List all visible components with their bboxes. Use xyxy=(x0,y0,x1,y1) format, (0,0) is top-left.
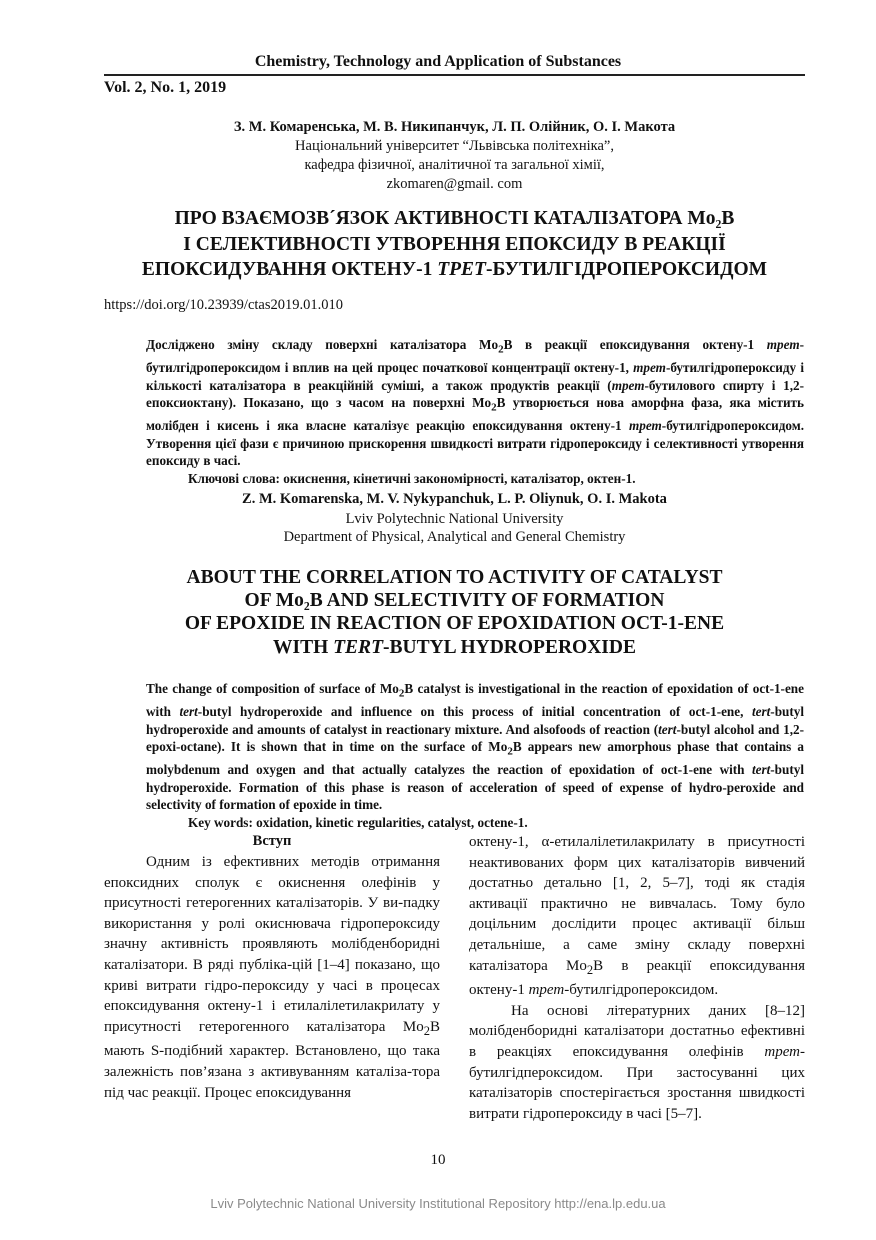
left-column xyxy=(104,852,440,1103)
en-title-line-4-c: -BUTYL HYDROPEROXIDE xyxy=(382,637,636,658)
en-title-line-4 xyxy=(104,637,805,659)
right-paragraph-2: На основі літературних даних [8–12] молібденборидні каталізатори достатньо ефективні в реакціях епоксидування олефінів трет-бутилгідпероксидом. При застосуванні цих каталізаторів спостерігається зростання швидкості витрати гідропероксиду в часі [5–7]. xyxy=(469,1002,805,1122)
section-title: Вступ xyxy=(252,833,292,849)
ua-title-line-2: І СЕЛЕКТИВНОСТІ УТВОРЕННЯ ЕПОКСИДУ В РЕАКЦІЇ xyxy=(183,234,726,255)
ua-affiliation-university: Національний університет “Львівська політехніка”, xyxy=(295,138,614,154)
volume-info: Vol. 2, No. 1, 2019 xyxy=(104,79,227,96)
en-abstract xyxy=(146,680,804,831)
header-rule xyxy=(104,74,805,76)
en-affiliation-university: Lviv Polytechnic National University xyxy=(345,511,564,527)
en-title-line-3: OF EPOXIDE IN REACTION OF EPOXIDATION OCT-1-ENE xyxy=(184,613,725,634)
right-paragraph-1: октену-1, α-етилалілетилакрилату в присутності неактивованих форм цих каталізаторів вивчений достатньо детально [1, 2, 5–7], тоді як стадія активації практично не вивчалась. Тому було доцільним дослідити процес активації більш детальніше, а саме зміну складу поверхні каталізатора $Mo_2B$ в реакції епоксидування октену-1 трет-бутилгідропероксидом. xyxy=(469,834,805,999)
page-number: 10 xyxy=(430,1152,446,1168)
right-column xyxy=(469,832,805,1124)
en-title-line-4-a: WITH xyxy=(273,637,334,658)
journal-title: Chemistry, Technology and Application of Substances xyxy=(254,53,622,70)
ua-abstract-text: Досліджено зміну складу поверхні каталізатора $Mo_2B$ в реакції епоксидування октену-1 трет-бутилгідропероксидом і вплив на цей процес початкової концентрації октену-1, трет-бутилгідропероксиду і кількості каталізатора в реакційній суміші, а також продуктів реакції (трет-бутилового спирту і 1,2-епоксиоктану). Показано, що з часом на поверхні $Mo_2B$ утворюється нова аморфна фаза, яка містить молібден і кисень і яка власне каталізує реакцію епоксидування октену-1 трет-бутилгідропероксидом. Утворення цієї фази є причиною прискорення швидкості витрати гідропероксиду і селективності утворення епоксиду в часі. xyxy=(146,337,805,469)
en-title-line-1: ABOUT THE CORRELATION TO ACTIVITY OF CATALYST xyxy=(186,567,723,588)
repository-footer: Lviv Polytechnic National University Institutional Repository http://ena.lp.edu.ua xyxy=(210,1196,666,1211)
en-authors: Z. M. Komarenska, M. V. Nykypanchuk, L. P. Oliynuk, O. I. Makota xyxy=(242,491,667,507)
ua-affiliation-department: кафедра фізичної, аналітичної та загальної хімії, xyxy=(304,157,605,173)
left-paragraph: Одним із ефективних методів отримання епоксидних сполук є окиснення олефінів у присутності гетерогенних каталізаторів. У ви-падку використання у ролі окиснювача гідропероксиду значну активність проявляють молібденборидні каталізатори. В ряді публіка-цій [1–4] показано, що криві витрати гідро-пероксиду у часі в процесах епоксидування октену-1 і етилалілетилакрилату у присутності гетерогенного каталізатора $Mo_2B$ мають S-подібний характер. Встановлено, що така залежність пов’язана з активуванням каталіза-тора під час реакції. Процес епоксидування xyxy=(104,854,440,1101)
en-title-line-4-b: TERT xyxy=(333,637,383,658)
en-keywords: Key words: oxidation, kinetic regularities, catalyst, octene-1. xyxy=(188,814,528,830)
ua-title-line-3-b: ТРЕТ xyxy=(437,259,486,280)
ua-abstract xyxy=(146,336,804,487)
en-abstract-text: The change of composition of surface of $Mo_2B$ catalyst is investigational in the reaction of epoxidation of oct-1-ene with tert-butyl hydroperoxide and influence on this process of initial concentration of oct-1-ene, tert-butyl hydroperoxide and amounts of catalyst in reactionary mixture. And alsofoods of reaction (tert-butyl alcohol and 1,2-epoxi-octane). It is shown that in time on the surface of $Mo_2B$ appears new amorphous phase that contains a molybdenum and oxygen and that actually catalyzes the reaction of epoxidation of oct-1-ene with tert-butyl hydroperoxide. Formation of this phase is reason of acceleration of speed of expense of hydro-peroxide and selectivity of formation of epoxide in time. xyxy=(146,681,805,813)
ua-title-line-3-c: -БУТИЛГІДРОПЕРОКСИДОМ xyxy=(485,259,768,280)
ua-title-line-3-a: ЕПОКСИДУВАННЯ ОКТЕНУ-1 xyxy=(141,259,438,280)
ua-title-line-1: ПРО ВЗАЄМОЗВ´ЯЗОК АКТИВНОСТІ КАТАЛІЗАТОРА Mo₂B xyxy=(174,208,735,229)
en-affiliation-department: Department of Physical, Analytical and General Chemistry xyxy=(283,529,626,545)
ua-keywords: Ключові слова: окиснення, кінетичні закономірності, каталізатор, октен-1. xyxy=(188,470,636,486)
ua-email: zkomaren@gmail. com xyxy=(386,176,523,192)
ua-authors: З. М. Комаренська, М. В. Никипанчук, Л. П. Олійник, О. І. Макота xyxy=(233,119,676,135)
en-title-line-2: OF Mo₂B AND SELECTIVITY OF FORMATION xyxy=(244,590,665,611)
doi-link[interactable]: https://doi.org/10.23939/ctas2019.01.010 xyxy=(104,297,343,313)
ua-title-line-3 xyxy=(104,259,805,281)
